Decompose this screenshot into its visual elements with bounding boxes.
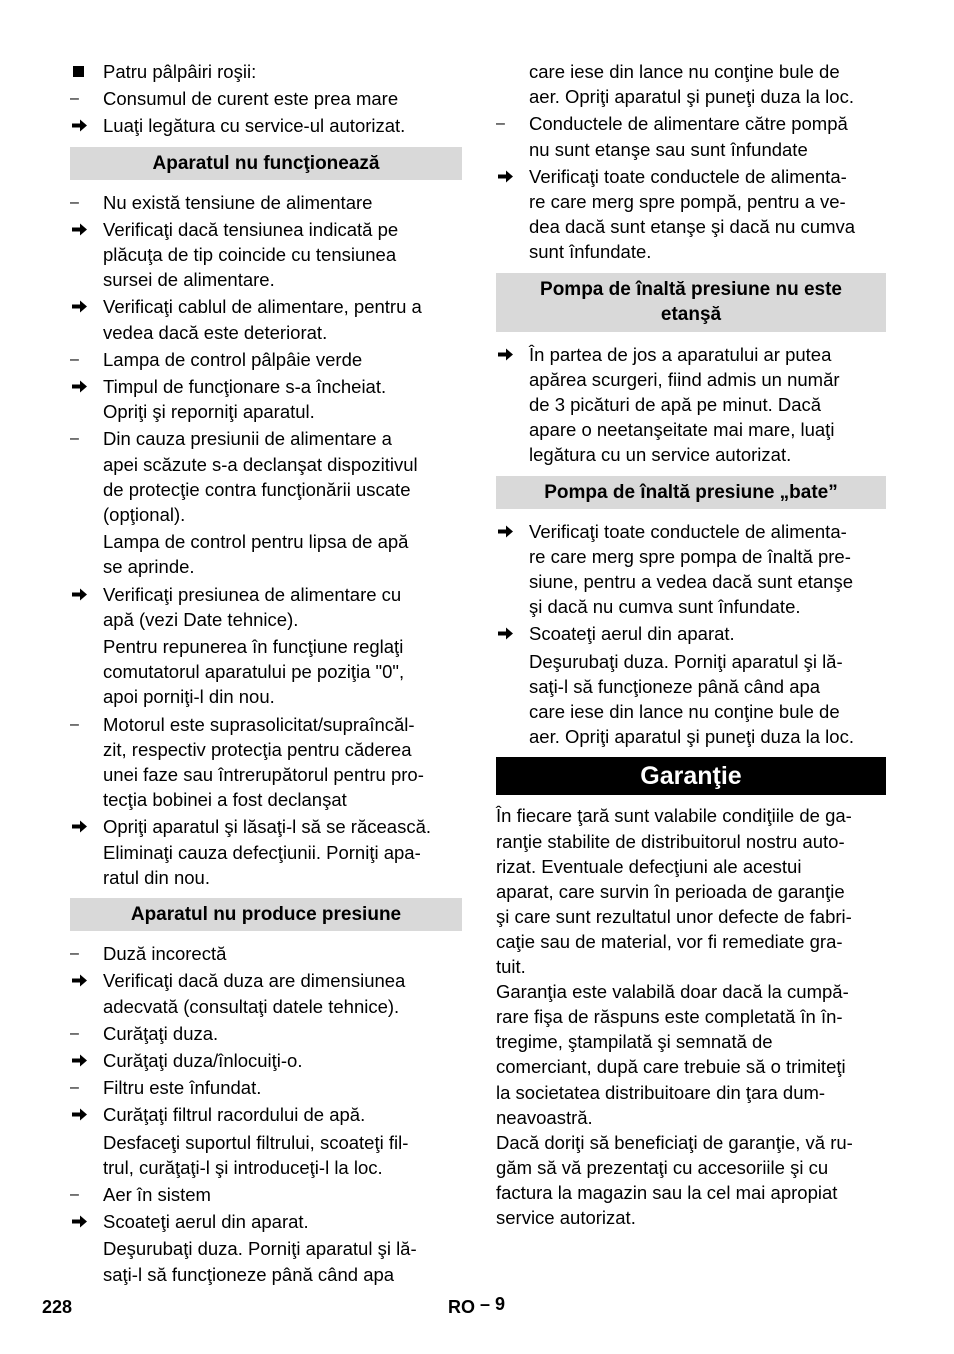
item-text: Motorul este suprasolicitat/supraîncăl- zit, respectiv protecţia pentru căderea unei faze sau întrerupătorul pentru pro- tecţia bobinei a fost declanşat bbox=[103, 713, 424, 811]
item-text: Deşurubaţi duza. Porniţi aparatul şi lă- saţi-l să funcţioneze până când apa care iese din lance nu conţine bule de aer. Opriţi aparatul şi puneţi duza la loc. bbox=[529, 650, 854, 748]
dash-bullet-icon: – bbox=[70, 1079, 79, 1097]
list-item bbox=[70, 426, 462, 527]
list-item bbox=[70, 86, 462, 111]
dash-bullet-icon: – bbox=[70, 350, 79, 368]
item-text: Timpul de funcţionare s-a încheiat. Opriţi şi reporniţi aparatul. bbox=[103, 376, 387, 423]
dash-bullet-icon: – bbox=[70, 430, 79, 448]
left-column bbox=[70, 57, 462, 1287]
list-item bbox=[70, 347, 462, 372]
item-text: În partea de jos a aparatului ar putea apărea scurgeri, fiind admis un număr de 3 picături de apă pe minut. Dacă apare o neetanşeitate mai mare, luaţi legătura cu un service autorizat. bbox=[529, 343, 840, 466]
item-text: Aer în sistem bbox=[103, 1183, 211, 1205]
list-item bbox=[496, 621, 886, 646]
section-heading: Aparatul nu funcţionează bbox=[70, 147, 462, 180]
language-code: RO bbox=[448, 1297, 475, 1317]
item-text: Consumul de curent este prea mare bbox=[103, 88, 399, 110]
list-item bbox=[496, 342, 886, 468]
list-item bbox=[70, 582, 462, 632]
continuation-text bbox=[70, 634, 462, 710]
item-text: Din cauza presiunii de alimentare a apei scăzute s-a declanşat dispozitivul de protecţie contra funcţionării uscate (opţional). bbox=[103, 428, 418, 526]
list-item bbox=[70, 190, 462, 215]
dash-bullet-icon: – bbox=[70, 90, 79, 108]
list-item bbox=[70, 1021, 462, 1046]
list-item bbox=[70, 374, 462, 424]
dash-bullet-icon: – bbox=[496, 115, 505, 133]
continuation-text bbox=[496, 59, 886, 109]
item-text: Opriţi aparatul şi lăsaţi-l să se răcească. Eliminaţi cauza defecţiunii. Porniţi apa- ratul din nou. bbox=[103, 816, 431, 888]
item-text: Pentru repunerea în funcţiune reglaţi comutatorul aparatului pe poziţia "0", apoi porniţi-l din nou. bbox=[103, 636, 405, 708]
item-text: Duză incorectă bbox=[103, 943, 227, 965]
list-item bbox=[70, 968, 462, 1018]
item-text: Desfaceţi suportul filtrului, scoateţi fil- trul, curăţaţi-l şi introduceţi-l la loc. bbox=[103, 1131, 409, 1178]
list-item bbox=[496, 519, 886, 620]
list-item bbox=[70, 59, 462, 84]
list-item bbox=[70, 1209, 462, 1234]
section-heading: Pompa de înaltă presiune „bate” bbox=[496, 476, 886, 509]
item-text: Deşurubaţi duza. Porniţi aparatul şi lă- saţi-l să funcţioneze până când apa bbox=[103, 1238, 417, 1285]
list-item bbox=[70, 1102, 462, 1127]
item-text: Filtru este înfundat. bbox=[103, 1077, 262, 1099]
dash-bullet-icon: – bbox=[70, 715, 79, 733]
list-item bbox=[70, 1182, 462, 1207]
list-item bbox=[70, 1075, 462, 1100]
item-text: Nu există tensiune de alimentare bbox=[103, 191, 373, 213]
item-text: Verificaţi toate conductele de alimenta- re care merg spre pompă, pentru a ve- dea dacă sunt etanşe şi dacă nu cumva sunt înfundate. bbox=[529, 165, 856, 263]
item-text: Lampa de control pâlpâie verde bbox=[103, 348, 363, 370]
list-item bbox=[496, 164, 886, 265]
section-heading: Aparatul nu produce presiune bbox=[70, 898, 462, 931]
item-text: Verificaţi cablul de alimentare, pentru a vedea dacă este deteriorat. bbox=[103, 296, 422, 343]
page-number: 228 bbox=[42, 1297, 73, 1317]
item-text: Scoateţi aerul din aparat. bbox=[103, 1211, 309, 1233]
item-text: Curăţaţi filtrul racordului de apă. bbox=[103, 1104, 366, 1126]
list-item bbox=[70, 217, 462, 293]
list-item bbox=[70, 1048, 462, 1073]
list-item bbox=[70, 712, 462, 813]
item-text: Lampa de control pentru lipsa de apă se aprinde. bbox=[103, 531, 409, 578]
list-item bbox=[70, 294, 462, 344]
continuation-text bbox=[496, 649, 886, 750]
section-page-label bbox=[448, 1294, 506, 1318]
dash-bullet-icon: – bbox=[70, 1024, 79, 1042]
list-item bbox=[70, 113, 462, 138]
item-text: Luaţi legătura cu service-ul autorizat. bbox=[103, 115, 406, 137]
section-page-number: – 9 bbox=[480, 1294, 506, 1314]
dash-bullet-icon: – bbox=[70, 193, 79, 211]
item-text: Verificaţi dacă tensiunea indicată pe plăcuţa de tip coincide cu tensiunea sursei de alimentare. bbox=[103, 218, 399, 291]
paragraph: Dacă doriţi să beneficiaţi de garanţie, vă ru- găm să vă prezentaţi cu accesoriile şi cu factura la magazin sau la cel mai apropiat service autorizat. bbox=[496, 1131, 853, 1228]
item-text: Curăţaţi duza/înlocuiţi-o. bbox=[103, 1049, 303, 1071]
list-item bbox=[70, 941, 462, 966]
right-column bbox=[496, 57, 886, 1230]
list-item bbox=[70, 814, 462, 890]
item-text: Verificaţi dacă duza are dimensiunea adecvată (consultaţi datele tehnice). bbox=[103, 970, 406, 1017]
item-text: Conductele de alimentare către pompă nu sunt etanşe sau sunt înfundate bbox=[529, 113, 848, 160]
continuation-text bbox=[70, 1130, 462, 1180]
item-text: care iese din lance nu conţine bule de aer. Opriţi aparatul şi puneţi duza la loc. bbox=[529, 61, 854, 108]
continuation-text bbox=[70, 529, 462, 579]
chapter-heading: Garanţie bbox=[496, 757, 886, 795]
item-text: Scoateţi aerul din aparat. bbox=[529, 623, 735, 645]
paragraph: În fiecare ţară sunt valabile condiţiile de ga- ranţie stabilite de distribuitorul nostru auto- rizat. Eventuale defecţiuni ale acestui aparat, care survin în perioada de garanţie şi care sunt rezultatul unor defecte de fabri- caţie sau de material, vor fi remediate gra- tuit. bbox=[496, 805, 852, 978]
section-heading: Pompa de înaltă presiune nu este etanşă bbox=[496, 273, 886, 332]
item-text: Patru pâlpâiri roşii: bbox=[103, 61, 257, 82]
paragraph: Garanţia este valabilă doar dacă la cumpă- rare fişa de răspuns este completată în în- tregime, ştampilată şi semnată de comerciant, după care trebuie să o trimiteţi la societatea distribuitoare din ţara dum- neavoastră. bbox=[496, 981, 849, 1128]
continuation-text bbox=[70, 1236, 462, 1286]
item-text: Verificaţi toate conductele de alimenta- re care merg spre pompa de înaltă pre- siune, pentru a vedea dacă sunt etanşe şi dacă nu cumva sunt înfundate. bbox=[529, 520, 853, 618]
item-text: Verificaţi presiunea de alimentare cu apă (vezi Date tehnice). bbox=[103, 583, 402, 630]
item-text: Curăţaţi duza. bbox=[103, 1022, 219, 1044]
dash-bullet-icon: – bbox=[70, 945, 79, 963]
list-item bbox=[496, 111, 886, 161]
dash-bullet-icon: – bbox=[70, 1185, 79, 1203]
